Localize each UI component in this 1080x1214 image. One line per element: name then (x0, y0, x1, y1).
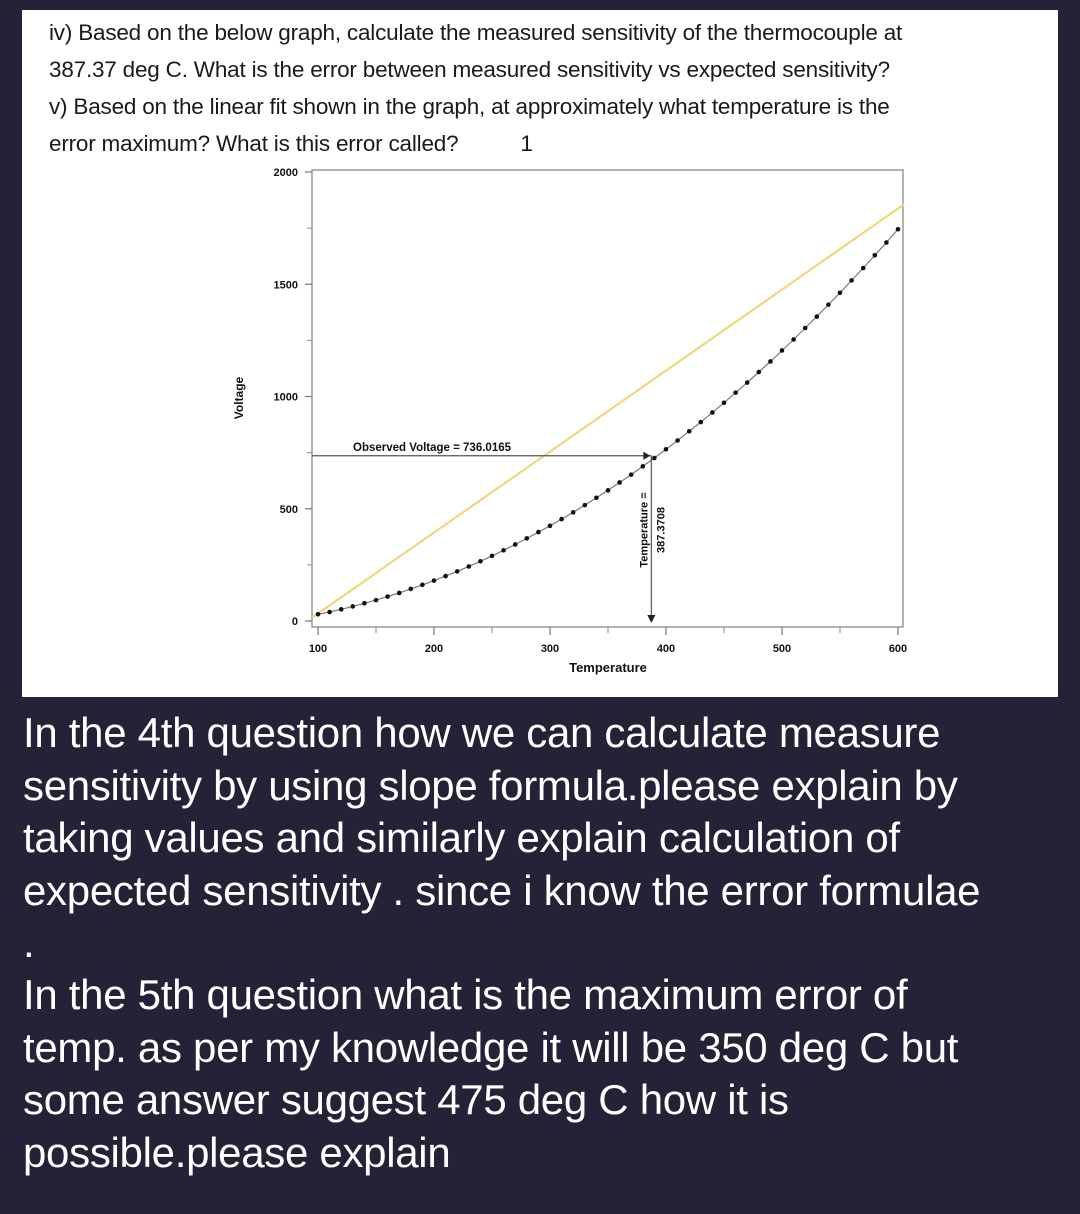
measured-data-series (316, 227, 901, 617)
marks-label: 1 (520, 131, 533, 156)
data-point (397, 591, 402, 596)
data-point (490, 554, 495, 559)
y-tick-label: 1500 (273, 279, 298, 292)
data-point (826, 302, 831, 307)
separator-dot: . (23, 919, 35, 966)
data-point (687, 429, 692, 434)
data-point (455, 569, 460, 574)
user-paragraph-2 (23, 969, 1063, 1179)
data-point (896, 227, 901, 232)
linear-fit-line (312, 205, 904, 618)
data-point (420, 583, 425, 588)
data-point (362, 601, 367, 606)
data-point (327, 610, 332, 615)
data-point (467, 564, 472, 569)
user-line: expected sensitivity . since i know the error formulae (23, 866, 981, 914)
user-line: In the 4th question how we can calculate measure (23, 709, 941, 756)
temperature-value: 387.3708 (655, 507, 668, 553)
data-point (339, 607, 344, 612)
x-tick-label: 400 (656, 643, 676, 655)
y-axis-label: Voltage (232, 376, 246, 420)
data-point (571, 510, 576, 515)
data-point (849, 278, 854, 283)
data-point (606, 488, 611, 493)
data-point (513, 542, 518, 547)
data-point (316, 612, 321, 617)
y-tick-label: 0 (291, 616, 298, 628)
data-point (548, 524, 553, 529)
data-point (629, 472, 634, 477)
user-line: In the 5th question what is the maximum error of (23, 971, 908, 1018)
user-post (23, 707, 1063, 1179)
data-point (815, 314, 820, 319)
data-point (652, 456, 657, 461)
data-point (884, 240, 889, 245)
x-tick-label: 200 (424, 643, 444, 655)
chart-axes (274, 167, 908, 655)
arrow-head-icon (643, 452, 650, 460)
data-point (385, 594, 390, 599)
user-line: sensitivity by using slope formula.please explain by (23, 761, 958, 809)
x-tick-label: 600 (888, 643, 908, 655)
observed-voltage-label: Observed Voltage = 736.0165 (353, 441, 512, 454)
data-point (745, 380, 750, 385)
x-tick-label: 300 (540, 643, 560, 655)
data-point (710, 410, 715, 415)
user-paragraph-1 (23, 707, 1063, 917)
data-point (351, 604, 356, 609)
data-point (768, 359, 773, 364)
y-tick-label: 500 (279, 503, 298, 516)
data-point (443, 574, 448, 579)
data-point (664, 447, 669, 452)
arrow-down-icon (647, 615, 655, 623)
data-point (838, 290, 843, 295)
data-point (478, 559, 483, 564)
x-tick-label: 500 (772, 643, 792, 655)
data-point (803, 326, 808, 331)
question-line: 387.37 deg C. What is the error between measured sensitivity vs expected sensitivity? (49, 57, 890, 82)
data-point (757, 370, 762, 375)
data-point (641, 464, 646, 469)
question-line: iv) Based on the below graph, calculate the measured sensitivity of the thermocouple at (49, 20, 903, 45)
data-point (432, 578, 437, 583)
data-point (873, 253, 878, 258)
data-point (791, 337, 796, 342)
data-point (559, 517, 564, 522)
user-line: some answer suggest 475 deg C how it is (23, 1076, 789, 1123)
data-point (780, 348, 785, 353)
user-line: possible.please explain (23, 1128, 451, 1176)
y-tick-label: 1000 (273, 391, 298, 404)
plot-frame (312, 170, 903, 627)
x-tick-label: 100 (308, 643, 328, 655)
x-axis-label: Temperature (569, 660, 647, 675)
data-point (583, 503, 588, 508)
temperature-label: Temperature = (638, 492, 651, 568)
data-point (501, 548, 506, 553)
data-point (861, 266, 866, 271)
data-point (594, 495, 599, 500)
data-point (525, 536, 530, 541)
data-point (617, 480, 622, 485)
user-line: taking values and similarly explain calculation of (23, 814, 900, 861)
data-point (733, 390, 738, 395)
data-point (536, 530, 541, 535)
data-point (699, 420, 704, 425)
user-line: temp. as per my knowledge it will be 350 deg C but (23, 1023, 959, 1071)
data-point (722, 400, 727, 405)
chart-annotations (312, 442, 667, 623)
y-tick-label: 2000 (273, 167, 298, 179)
question-line: v) Based on the linear fit shown in the graph, at approximately what temperature is the (49, 94, 890, 119)
data-point (409, 587, 414, 592)
question-line: error maximum? What is this error called? (49, 131, 459, 156)
data-point (374, 598, 379, 603)
data-point (675, 438, 680, 443)
